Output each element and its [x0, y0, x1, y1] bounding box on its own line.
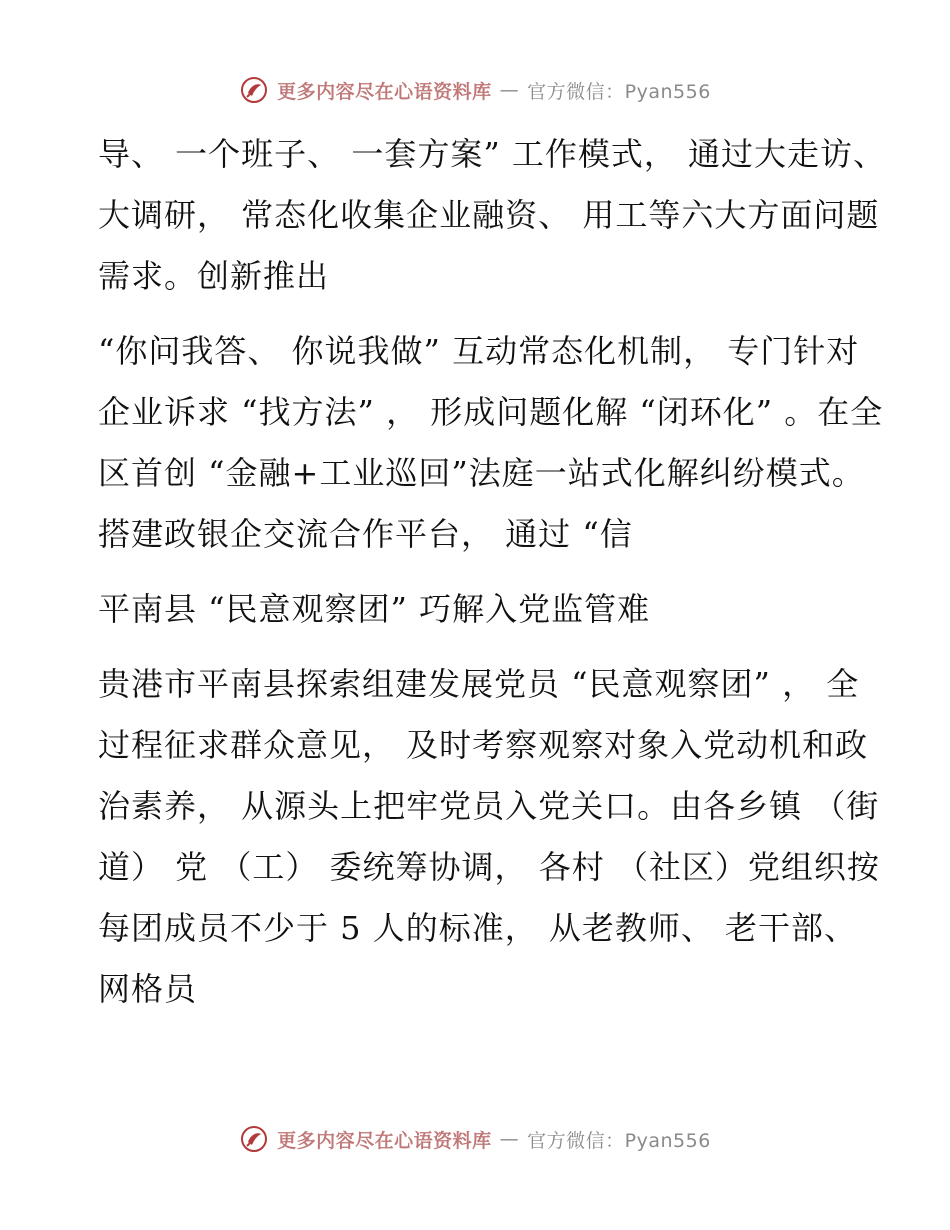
paragraph-1: 导、 一个班子、 一套方案” 工作模式， 通过大走访、 大调研， 常态化收集企业融资、 用工等六大方面问题需求。创新推出 — [98, 135, 887, 295]
header-watermark — [0, 70, 950, 110]
watermark-separator: — — [499, 1128, 520, 1150]
watermark-main-text: 更多内容尽在心语资料库 — [277, 80, 492, 103]
document-body — [98, 124, 888, 1034]
watermark-separator: — — [499, 79, 520, 101]
watermark-account-text: 官方微信：Pyan556 — [527, 80, 711, 103]
watermark-main-text: 更多内容尽在心语资料库 — [277, 1129, 492, 1152]
footer-watermark — [0, 1119, 950, 1159]
section-heading: 平南县 “民意观察团” 巧解入党监管难 — [98, 590, 651, 628]
paragraph-2: “你问我答、 你说我做” 互动常态化机制， 专门针对企业诉求 “找方法” ， 形成问题化解 “闭环化” 。在全区首创 “金融+工业巡回”法庭一站式化解纠纷模式。搭建政银企交流合作平台， 通过 “信 — [98, 332, 884, 553]
rose-pen-icon — [239, 1124, 269, 1154]
watermark-account-text: 官方微信：Pyan556 — [527, 1129, 711, 1152]
rose-pen-icon — [239, 75, 269, 105]
paragraph-3: 贵港市平南县探索组建发展党员 “民意观察团” ， 全过程征求群众意见， 及时考察观察对象入党动机和政治素养， 从源头上把牢党员入党关口。由各乡镇 （街道） 党 （工） 委统筹协调， 各村 （社区）党组织按每团成员不少于 5 人的标准， 从老教师、 老干部、 网格员 — [98, 665, 880, 1008]
